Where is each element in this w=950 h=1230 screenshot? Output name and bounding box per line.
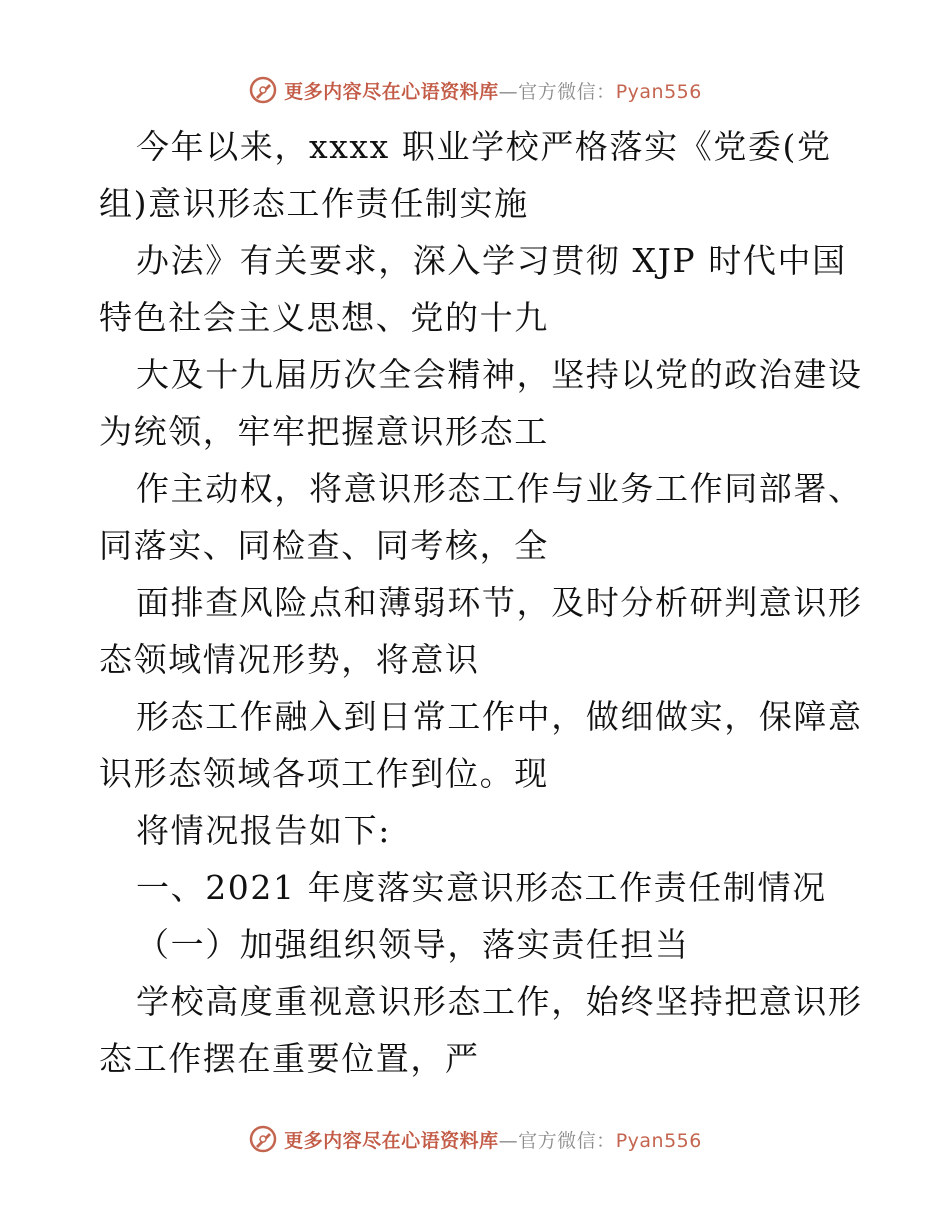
body-line: 作主动权，将意识形态工作与业务工作同部署、 xyxy=(136,469,863,508)
body-line: 将情况报告如下: xyxy=(136,811,391,850)
body-line: 识形态领域各项工作到位。现 xyxy=(99,754,549,793)
watermark-label: 官方微信： xyxy=(518,1129,616,1152)
body-line: 同落实、同检查、同考核，全 xyxy=(99,526,549,565)
body-line: 特色社会主义思想、党的十九 xyxy=(99,298,549,337)
watermark-prefix: 更多内容尽在心语资料库 xyxy=(284,1129,499,1152)
watermark-dash: — xyxy=(498,1129,519,1152)
watermark-prefix: 更多内容尽在心语资料库 xyxy=(284,80,499,103)
body-line: 态工作摆在重要位置，严 xyxy=(99,1039,480,1078)
body-line: 组)意识形态工作责任制实施 xyxy=(99,184,529,223)
body-line: 办法》有关要求，深入学习贯彻 XJP 时代中国 xyxy=(136,241,847,280)
body-line: 形态工作融入到日常工作中，做细做实，保障意 xyxy=(136,697,863,736)
watermark-dash: — xyxy=(498,80,519,103)
watermark-logo-icon xyxy=(248,1124,278,1154)
body-line: 学校高度重视意识形态工作，始终坚持把意识形 xyxy=(136,982,863,1021)
watermark-footer xyxy=(0,1121,950,1157)
section-heading: 一、2021 年度落实意识形态工作责任制情况 xyxy=(136,868,827,907)
body-line: 今年以来，xxxx 职业学校严格落实《党委(党 xyxy=(136,127,832,166)
watermark-id: Pyan556 xyxy=(615,1129,702,1152)
document-body xyxy=(99,118,863,1087)
watermark-text xyxy=(284,77,702,104)
subsection-heading: （一）加强组织领导，落实责任担当 xyxy=(136,925,690,964)
body-line: 态领域情况形势，将意识 xyxy=(99,640,480,679)
body-line: 面排查风险点和薄弱环节，及时分析研判意识形 xyxy=(136,583,863,622)
watermark-text xyxy=(284,1126,702,1153)
watermark-header xyxy=(0,72,950,108)
watermark-label: 官方微信： xyxy=(518,80,616,103)
watermark-id: Pyan556 xyxy=(615,80,702,103)
body-line: 为统领，牢牢把握意识形态工 xyxy=(99,412,549,451)
body-line: 大及十九届历次全会精神，坚持以党的政治建设 xyxy=(136,355,863,394)
watermark-logo-icon xyxy=(248,75,278,105)
